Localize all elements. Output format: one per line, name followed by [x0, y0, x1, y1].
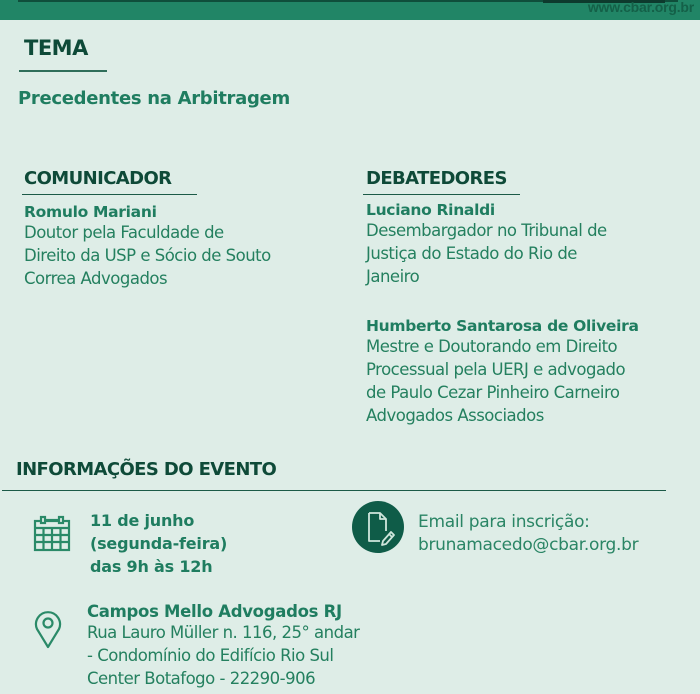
- date-line: 11 de junho: [90, 511, 195, 530]
- tema-title: Precedentes na Arbitragem: [18, 88, 290, 109]
- debatedor-person: [366, 317, 639, 427]
- calendar-icon: [33, 515, 73, 553]
- debatedores-heading: DEBATEDORES: [366, 168, 507, 189]
- comunicador-person: [24, 203, 271, 290]
- evento-underline: [2, 490, 666, 491]
- document-edit-icon: [352, 501, 404, 553]
- event-date: [90, 509, 227, 578]
- description-line: Mestre e Doutorando em Direito: [366, 337, 618, 356]
- venue-address: [87, 621, 359, 690]
- venue-name: Campos Mello Advogados RJ: [87, 602, 342, 621]
- person-name: Luciano Rinaldi: [366, 201, 495, 219]
- tema-heading: TEMA: [24, 36, 88, 60]
- location-pin-icon: [33, 609, 63, 649]
- description-line: Direito da USP e Sócio de Souto: [24, 246, 271, 265]
- description-line: Justiça do Estado do Rio de: [366, 244, 577, 263]
- person-description: [366, 335, 639, 427]
- venue-info: [87, 602, 359, 690]
- email-info: [418, 511, 638, 557]
- comunicador-underline: [22, 194, 197, 195]
- description-line: Processual pela UERJ e advogado: [366, 360, 626, 379]
- evento-heading: INFORMAÇÕES DO EVENTO: [16, 459, 277, 480]
- person-name: Humberto Santarosa de Oliveira: [366, 317, 639, 335]
- person-description: [24, 221, 271, 290]
- description-line: Doutor pela Faculdade de: [24, 223, 224, 242]
- email-link[interactable]: brunamacedo@cbar.org.br: [418, 535, 639, 555]
- description-line: Janeiro: [366, 267, 420, 286]
- address-line: - Condomínio do Edifício Rio Sul: [87, 646, 334, 665]
- comunicador-heading: COMUNICADOR: [24, 168, 172, 189]
- address-line: Center Botafogo - 22290-906: [87, 669, 316, 688]
- header-band: [0, 0, 700, 20]
- email-label: Email para inscrição:: [418, 512, 590, 532]
- description-line: de Paulo Cezar Pinheiro Carneiro: [366, 383, 620, 402]
- description-line: Correa Advogados: [24, 269, 168, 288]
- time-line: das 9h às 12h: [90, 557, 213, 576]
- website-url[interactable]: www.cbar.org.br: [587, 0, 694, 15]
- address-line: Rua Lauro Müller n. 116, 25° andar: [87, 623, 360, 642]
- person-description: [366, 219, 607, 288]
- description-line: Desembargador no Tribunal de: [366, 221, 607, 240]
- weekday-line: (segunda-feira): [90, 534, 228, 553]
- debatedor-person: [366, 201, 607, 288]
- tema-underline: [19, 70, 107, 72]
- debatedores-underline: [363, 194, 520, 195]
- person-name: Romulo Mariani: [24, 203, 157, 221]
- description-line: Advogados Associados: [366, 406, 544, 425]
